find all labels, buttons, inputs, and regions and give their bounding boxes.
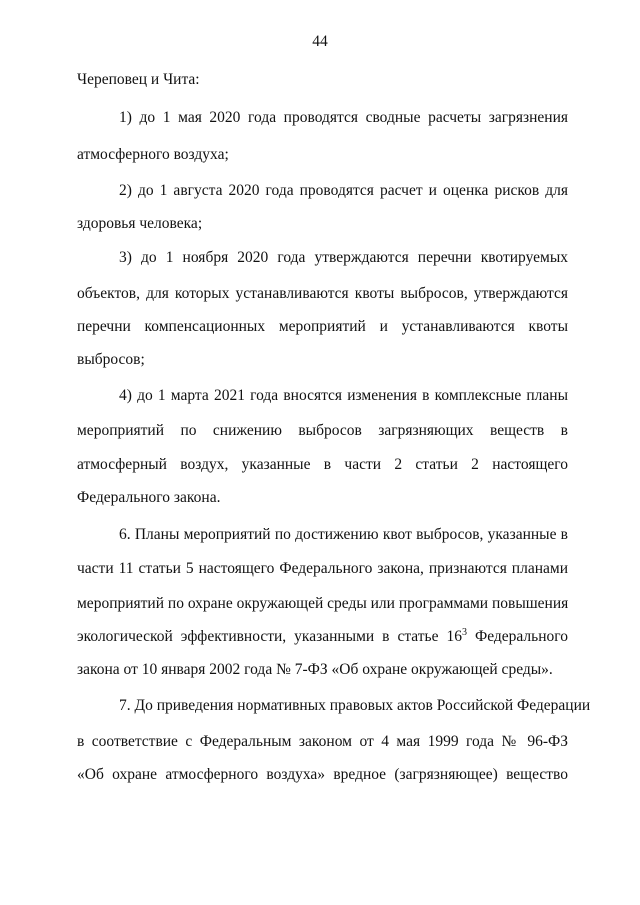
text-line: 1) до 1 мая 2020 года проводятся сводные расчеты загрязнения [119, 109, 568, 126]
text-span: экологической эффективности, указанными в статье 16 [77, 628, 462, 645]
text-line: Череповец и Чита: [77, 71, 200, 88]
text-line: атмосферного воздуха; [77, 146, 229, 163]
text-line: объектов, для которых устанавливаются квоты выбросов, утверждаются [77, 285, 568, 302]
text-line: части 11 статьи 5 настоящего Федерального закона, признаются планами [77, 560, 568, 577]
page-number: 44 [312, 33, 328, 50]
text-line: атмосферный воздух, указанные в части 2 статьи 2 настоящего [77, 456, 568, 473]
text-line: здоровья человека; [77, 215, 203, 232]
text-line: мероприятий по снижению выбросов загрязняющих веществ в [77, 422, 568, 439]
text-line: выбросов; [77, 351, 145, 368]
text-line: 4) до 1 марта 2021 года вносятся изменения в комплексные планы [119, 387, 568, 404]
text-line: закона от 10 января 2002 года № 7-ФЗ «Об охране окружающей среды». [77, 661, 553, 678]
text-line: мероприятий по охране окружающей среды или программами повышения [77, 595, 569, 612]
text-line: 3) до 1 ноября 2020 года утверждаются перечни квотируемых [119, 249, 568, 266]
text-line: «Об охране атмосферного воздуха» вредное (загрязняющее) вещество [77, 766, 568, 783]
text-line: перечни компенсационных мероприятий и устанавливаются квоты [77, 318, 568, 335]
text-line: 6. Планы мероприятий по достижению квот выбросов, указанные в [119, 526, 568, 543]
text-span: Федерального [466, 628, 568, 645]
text-line: 2) до 1 августа 2020 года проводятся расчет и оценка рисков для [119, 182, 568, 199]
text-line: в соответствие с Федеральным законом от 4 мая 1999 года № 96-ФЗ [77, 733, 568, 750]
text-line: 7. До приведения нормативных правовых актов Российской Федерации [119, 697, 591, 714]
text-line [77, 628, 568, 646]
superscript: 3 [461, 626, 467, 638]
text-line: Федерального закона. [77, 489, 221, 506]
